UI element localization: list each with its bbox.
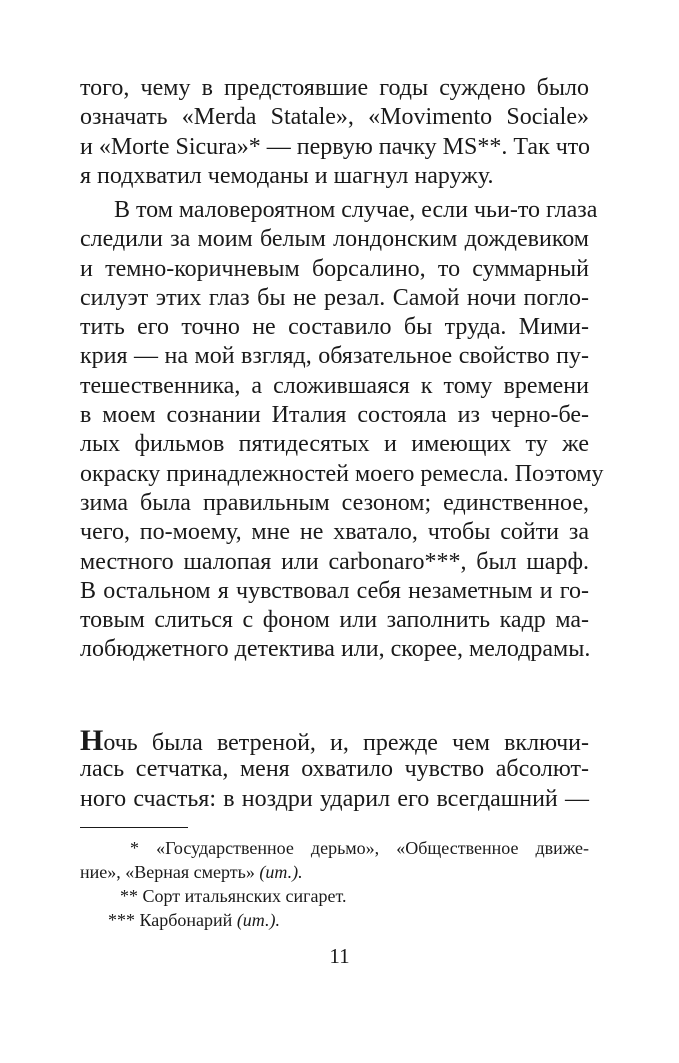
footnote-1-line-2	[80, 860, 589, 884]
footnote-3-text: *** Карбонарий	[108, 910, 237, 930]
text-line: тешественника, а сложившаяся к тому времени	[80, 372, 589, 399]
text-line: окраску принадлежностей моего ремесла. Поэтому	[80, 460, 604, 487]
page-number: 11	[329, 944, 350, 968]
text-line: В том маловероятном случае, если чьи-то глаза	[114, 197, 598, 223]
text-line: ного счастья: в ноздри ударил его всегдашний —	[80, 785, 589, 812]
text-line: я подхватил чемоданы и шагнул наружу.	[80, 162, 494, 189]
footnote-3	[80, 908, 589, 932]
text-line: местного шалопая или carbonaro***, был шарф.	[80, 548, 589, 575]
text-line	[80, 726, 589, 755]
text-line: следили за моим белым лондонским дождевиком	[80, 226, 589, 253]
footnotes	[80, 836, 589, 932]
footnote-2: ** Сорт итальянских сигарет.	[120, 886, 347, 906]
dropcap-letter: Н	[80, 724, 104, 757]
text-line: того, чему в предстоявшие годы суждено было	[80, 75, 589, 101]
paragraph-1	[80, 74, 589, 191]
text-line: чего, по-моему, мне не хватало, чтобы сойти за	[80, 519, 589, 546]
text-line: лых фильмов пятидесятых и имеющих ту же	[80, 431, 589, 458]
footnote-1-text: ние», «Верная смерть»	[80, 862, 260, 882]
text-line: зима была правильным сезоном; единственное,	[80, 489, 589, 516]
text-line: В остальном я чувствовал себя незаметным и го-	[80, 577, 589, 604]
footnote-1-line-1: * «Государственное дерьмо», «Общественное движе-	[130, 838, 589, 858]
text-line: тить его точно не составило бы труда. Мими-	[80, 314, 589, 341]
text-line: лась сетчатка, меня охватило чувство абсолют-	[80, 756, 589, 783]
text-line: силуэт этих глаз бы не резал. Самой ночи погло-	[80, 284, 589, 311]
text-line: товым слиться с фоном или заполнить кадр ма-	[80, 607, 589, 634]
paragraph-2	[80, 196, 604, 665]
footnote-3-italic: (ит.).	[236, 910, 281, 930]
paragraph-3	[80, 726, 589, 814]
text-line-rest: очь была ветреной, и, прежде чем включи-	[103, 730, 589, 756]
footnote-1-italic: (ит.).	[259, 862, 303, 882]
text-line: в моем сознании Италия состояла из черно-бе-	[80, 402, 589, 429]
footnote-divider	[80, 827, 188, 828]
text-line: крия — на мой взгляд, обязательное свойство пу-	[80, 343, 589, 370]
text-line: и «Morte Sicura»* — первую пачку MS**. Так что	[80, 133, 590, 160]
text-line: означать «Merda Statale», «Movimento Sociale»	[80, 104, 589, 131]
text-line: лобюджетного детектива или, скорее, мелодрамы.	[80, 636, 591, 663]
text-line: и темно-коричневым борсалино, то суммарный	[80, 255, 589, 282]
